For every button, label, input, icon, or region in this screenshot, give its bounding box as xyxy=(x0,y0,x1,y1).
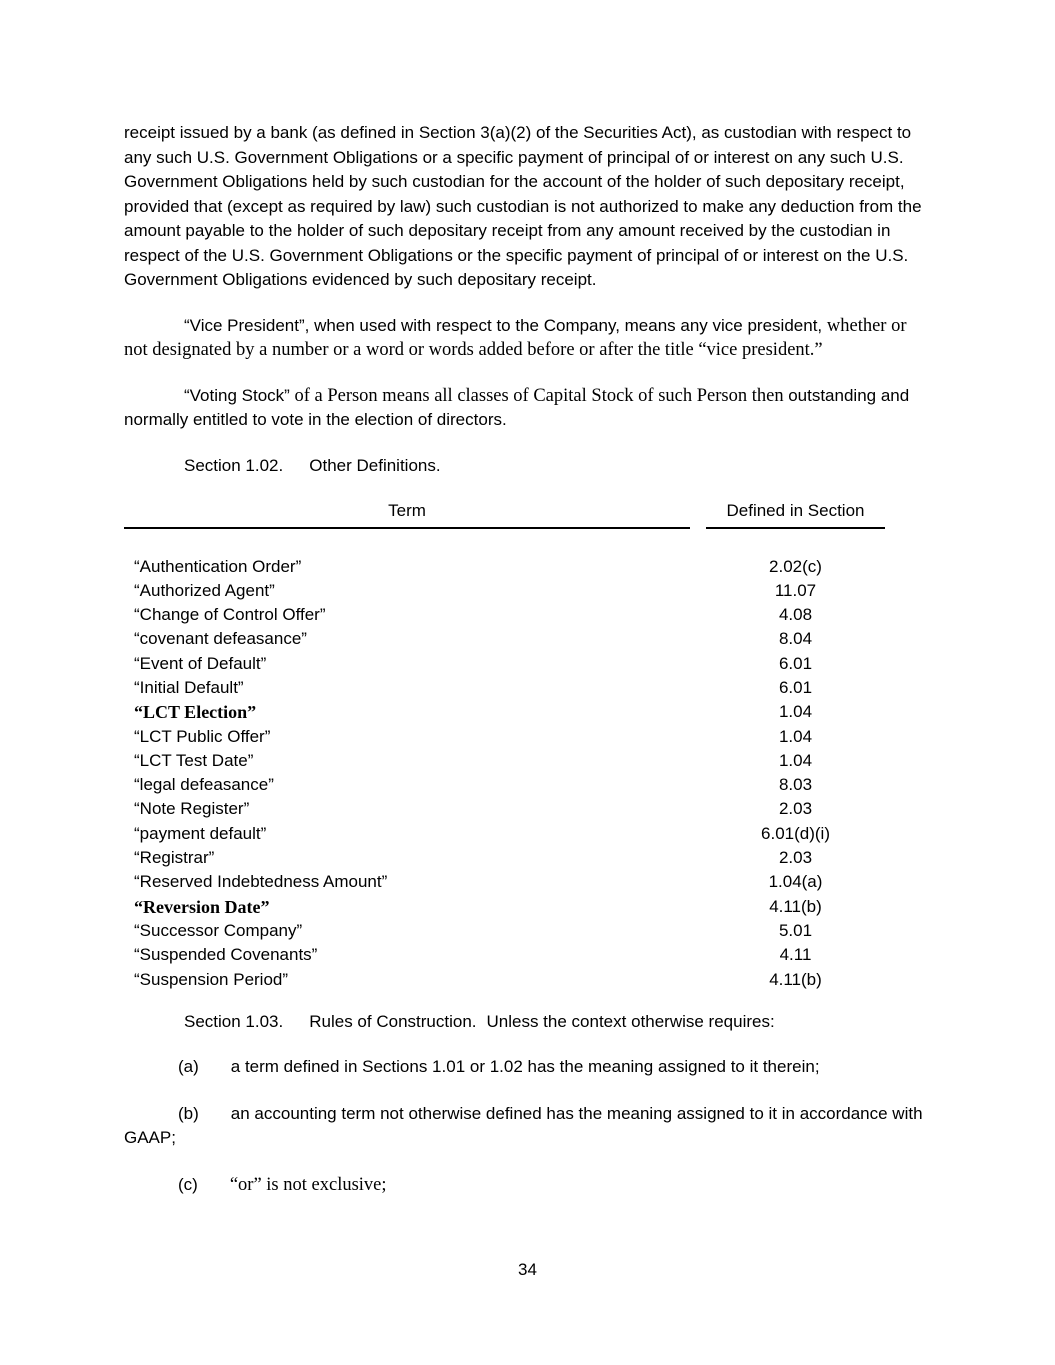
section-cell: 2.02(c) xyxy=(769,556,822,576)
table-row xyxy=(124,895,930,919)
section-cell: 1.04 xyxy=(778,750,813,770)
definitions-table xyxy=(124,499,930,992)
section-cell: 6.01(d)(i) xyxy=(761,823,830,843)
table-row xyxy=(124,749,930,773)
section-cell: 4.11(b) xyxy=(769,969,822,989)
table-row xyxy=(124,797,930,821)
term-cell: “Change of Control Offer” xyxy=(134,605,326,625)
paragraph-voting-stock xyxy=(124,384,930,433)
term-cell: “Event of Default” xyxy=(134,653,267,673)
table-row xyxy=(124,773,930,797)
table-row xyxy=(124,919,930,943)
section-1-02-heading xyxy=(124,454,930,479)
section-cell: 8.04 xyxy=(778,629,813,649)
page-number: 34 xyxy=(518,1260,537,1279)
rule-b-text: an accounting term not otherwise defined has the meaning assigned to it in accordance with GAAP; xyxy=(124,1103,923,1148)
table-row xyxy=(124,652,930,676)
rule-b-label: (b) xyxy=(178,1103,199,1123)
section-1-02-title: Other Definitions. xyxy=(309,455,441,475)
table-row xyxy=(124,603,930,627)
table-row xyxy=(124,870,930,894)
section-cell: 4.11 xyxy=(779,945,812,965)
term-header-label: Term xyxy=(388,501,426,520)
section-cell: 4.08 xyxy=(778,605,813,625)
section-cell: 4.11(b) xyxy=(769,896,822,916)
paragraph-vice-president xyxy=(124,314,930,363)
term-cell: “LCT Test Date” xyxy=(134,750,254,770)
section-cell: 1.04 xyxy=(778,726,813,746)
term-cell: “Initial Default” xyxy=(134,677,244,697)
term-cell: “Successor Company” xyxy=(134,920,303,940)
vice-president-serif-segment: whether or not designated by a number or a word or words added before or after the title “vice president.” xyxy=(124,315,907,360)
section-cell: 2.03 xyxy=(778,848,813,868)
vice-president-sans-segment: “Vice President”, when used with respect to the Company, means any vice president, xyxy=(184,315,827,335)
section-1-02-label: Section 1.02. xyxy=(184,455,284,475)
table-row xyxy=(124,725,930,749)
table-row xyxy=(124,627,930,651)
term-cell: “Registrar” xyxy=(134,848,215,868)
term-cell: “Suspended Covenants” xyxy=(134,945,318,965)
term-cell: “Reserved Indebtedness Amount” xyxy=(134,872,388,892)
voting-stock-sans-start: “Voting Stock” xyxy=(184,385,290,405)
table-row xyxy=(124,968,930,992)
section-cell: 5.01 xyxy=(778,920,813,940)
rule-c-label: (c) xyxy=(178,1174,198,1194)
section-1-03-title: Rules of Construction. xyxy=(309,1011,477,1031)
rule-a-text: a term defined in Sections 1.01 or 1.02 has the meaning assigned to it therein; xyxy=(230,1057,820,1077)
document-content xyxy=(124,121,930,1219)
section-cell: 6.01 xyxy=(778,677,813,697)
definitions-table-header xyxy=(124,499,930,529)
term-cell: “LCT Public Offer” xyxy=(134,726,271,746)
paragraph-depositary-receipt: receipt issued by a bank (as defined in Section 3(a)(2) of the Securities Act), as custodian with respect to any such U.S. Government Obligations or a specific payment of principal of or interest on any such U.S. Government Obligations held by such custodian for the account of the holder of such depositary receipt, provided that (except as required by law) such custodian is not authorized to make any deduction from the amount payable to the holder of such depositary receipt from any amount received by the custodian in respect of the U.S. Government Obligations or the specific payment of principal of or interest on the U.S. Government Obligations evidenced by such depositary receipt. xyxy=(124,123,922,289)
term-cell: “LCT Election” xyxy=(134,702,257,723)
table-row xyxy=(124,700,930,724)
voting-stock-serif-middle: of a Person means all classes of Capital Stock of such Person then xyxy=(289,385,789,406)
section-1-03-label: Section 1.03. xyxy=(184,1011,284,1031)
definitions-table-body xyxy=(124,555,930,992)
term-cell: “Suspension Period” xyxy=(134,969,289,989)
section-1-03-heading xyxy=(124,1010,930,1035)
section-1-03-intro: Unless the context otherwise requires: xyxy=(486,1011,775,1031)
term-cell: “Reversion Date” xyxy=(134,896,270,917)
term-cell: “legal defeasance” xyxy=(134,775,274,795)
table-row xyxy=(124,943,930,967)
table-row xyxy=(124,676,930,700)
section-cell: 11.07 xyxy=(774,580,817,600)
section-cell: 6.01 xyxy=(778,653,813,673)
section-cell: 8.03 xyxy=(778,775,813,795)
defined-in-section-header-label: Defined in Section xyxy=(726,501,865,520)
table-row xyxy=(124,579,930,603)
table-row xyxy=(124,822,930,846)
section-cell: 1.04 xyxy=(778,702,813,722)
rule-item-b xyxy=(124,1102,930,1151)
rule-c-text: “or” is not exclusive; xyxy=(229,1174,387,1195)
rule-item-c xyxy=(124,1173,930,1198)
table-row xyxy=(124,555,930,579)
term-cell: “Authorized Agent” xyxy=(134,580,275,600)
rule-a-label: (a) xyxy=(178,1057,199,1077)
voting-stock-sans-end: outstanding and normally entitled to vote in the election of directors. xyxy=(124,385,910,429)
term-cell: “Authentication Order” xyxy=(134,556,302,576)
section-cell: 1.04(a) xyxy=(768,872,823,892)
term-column-header xyxy=(124,499,690,529)
section-column-header xyxy=(706,499,885,529)
term-cell: “covenant defeasance” xyxy=(134,629,307,649)
section-cell: 2.03 xyxy=(778,799,813,819)
table-row xyxy=(124,846,930,870)
rule-item-a xyxy=(124,1055,930,1080)
term-cell: “payment default” xyxy=(134,823,267,843)
term-cell: “Note Register” xyxy=(134,799,250,819)
